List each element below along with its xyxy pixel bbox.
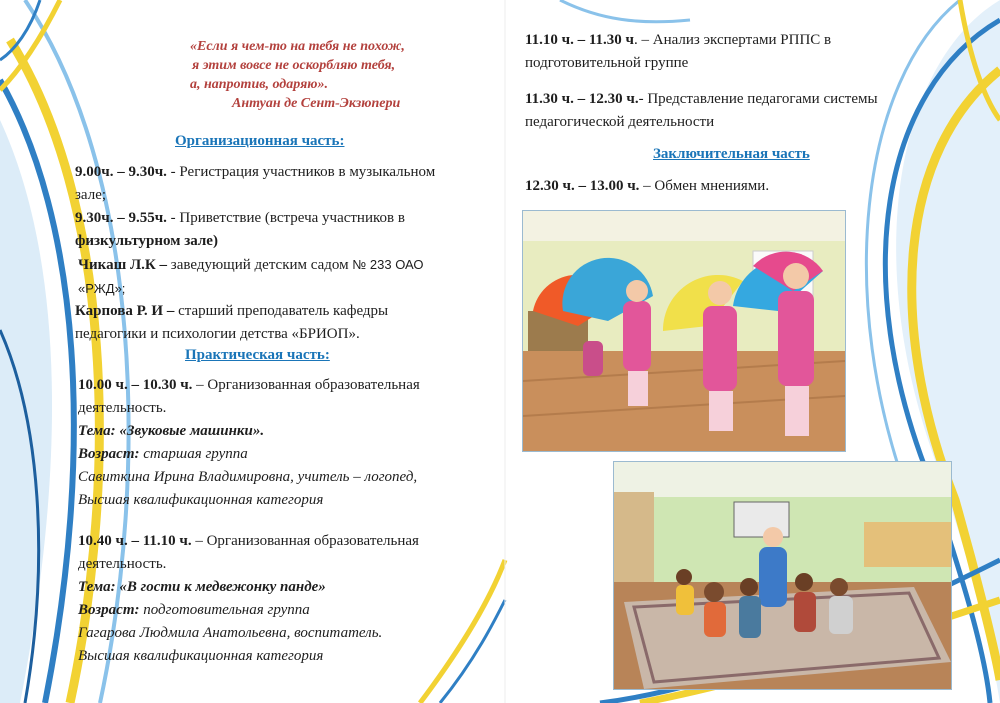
pc-text: . – Анализ экспертами РППС в [634, 32, 832, 48]
org-item-1-text: - Регистрация участников в музыкальном [166, 164, 436, 180]
org-item-1-cont: зале; [75, 187, 107, 203]
pa-line [78, 374, 503, 397]
pb-line [78, 530, 503, 553]
pd-line [525, 88, 945, 111]
pe-text: – Обмен мнениями. [639, 178, 770, 194]
block-c [525, 29, 945, 75]
final-heading: Заключительная часть [653, 146, 810, 162]
org-item-2-time: 9.30ч. – 9.55ч. [75, 210, 167, 226]
person-1 [75, 253, 500, 277]
person-2 [75, 300, 500, 323]
quote-line-3: а, напротив, одаряю». [190, 77, 328, 92]
right-page [505, 0, 1000, 703]
block-e [525, 175, 945, 198]
person-1-role-num: № 233 ОАО [352, 257, 424, 272]
pe-time: 12.30 ч. – 13.00 ч. [525, 178, 640, 194]
pb-age-value: подготовительная группа [139, 602, 310, 618]
pb-time: 10.40 ч. – 11.10 ч. [78, 533, 192, 549]
quote-author: Антуан де Сент-Экзюпери [232, 96, 401, 111]
person-1-name: Чикаш Л.К – [78, 257, 171, 273]
pa-time: 10.00 ч. – 10.30 ч. [78, 377, 193, 393]
pb-age [78, 599, 503, 622]
pd-text-cont: педагогической деятельности [525, 114, 715, 130]
pa-age-value: старшая группа [139, 446, 248, 462]
org-schedule [75, 161, 500, 346]
person-2-name: Карпова Р. И – [75, 303, 179, 319]
photo-classroom-circle [613, 461, 952, 690]
pb-text: – Организованная образовательная [191, 533, 419, 549]
pb-age-label: Возраст: [78, 602, 140, 618]
pd-text: - Представление педагогами системы [638, 91, 878, 107]
epigraph-quote [190, 37, 490, 113]
quote-line-2: я этим вовсе не оскорбляю тебя, [192, 58, 396, 73]
quote-line-1: «Если я чем-то на тебя не похож, [190, 39, 405, 54]
pb-category: Высшая квалификационная категория [78, 648, 324, 664]
pc-time: 11.10 ч. – 11.30 ч [525, 32, 635, 48]
block-d [525, 88, 945, 134]
pa-text: – Организованная образовательная [192, 377, 420, 393]
pa-person: Савиткина Ирина Владимировна, учитель – логопед, [78, 469, 418, 485]
pa-text-cont: деятельность. [78, 400, 167, 416]
pa-category: Высшая квалификационная категория [78, 492, 324, 508]
pa-topic: Тема: «Звуковые машинки». [78, 423, 265, 439]
practical-block-b [78, 530, 503, 668]
org-item-2-cont: физкультурном зале) [75, 233, 218, 249]
person-2-role-cont: педагогики и психологии детства «БРИОП». [75, 326, 360, 342]
pc-line [525, 29, 945, 52]
pa-age [78, 443, 503, 466]
pe-line [525, 175, 945, 198]
photo-fan-dance [522, 210, 846, 452]
org-item-1 [75, 161, 500, 184]
pd-time: 11.30 ч. – 12.30 ч. [525, 91, 639, 107]
classroom-illustration [614, 462, 951, 689]
person-1-role: заведующий детским садом [170, 257, 353, 273]
org-item-2 [75, 207, 500, 230]
person-1-role-cont: «РЖД»; [78, 281, 126, 296]
pa-age-label: Возраст: [78, 446, 140, 462]
org-item-1-time: 9.00ч. – 9.30ч. [75, 164, 167, 180]
pc-text-cont: подготовительной группе [525, 55, 689, 71]
pb-person: Гагарова Людмила Анатольевна, воспитатель. [78, 625, 383, 641]
pb-topic: Тема: «В гости к медвежонку панде» [78, 579, 326, 595]
org-item-2-text: - Приветствие (встреча участников в [166, 210, 405, 226]
pb-text-cont: деятельность. [78, 556, 167, 572]
practical-block-a [78, 374, 503, 512]
practical-heading: Практическая часть: [185, 347, 330, 363]
org-heading: Организационная часть: [175, 133, 345, 149]
person-2-role: старший преподаватель кафедры [178, 303, 389, 319]
fan-dance-illustration [523, 211, 845, 451]
